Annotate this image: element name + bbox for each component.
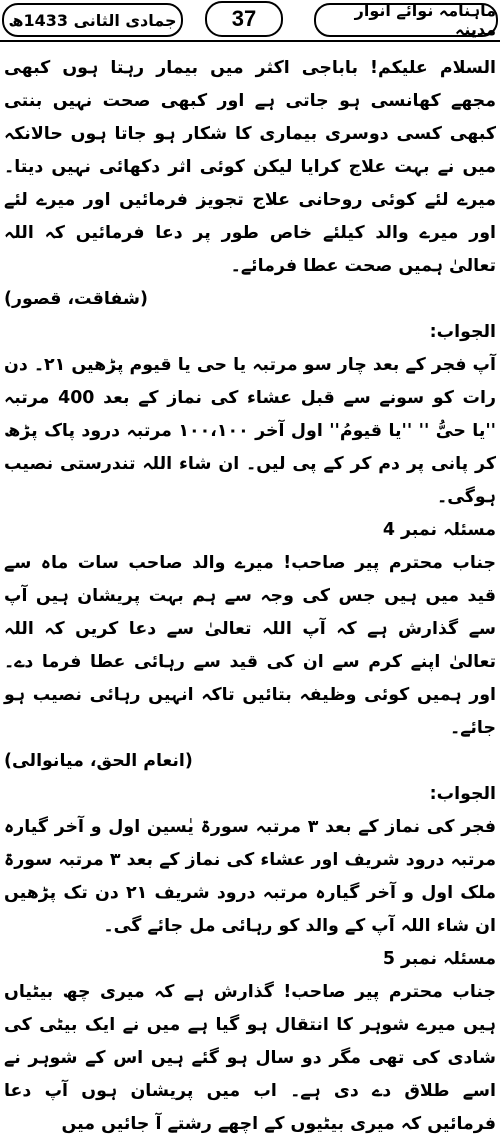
answer-2: فجر کی نماز کے بعد ۳ مرتبہ سورۃ یٰسین اول و آخر گیارہ مرتبہ درود شریف اور عشاء کی نماز کے بعد ۳ مرتبہ سورۃ ملک اول و آخر گیارہ مرتبہ درود شریف ۲۱ دن تک پڑھیں ان شاء اللہ آپ کے والد کو رہائی مل جائے گی۔ — [4, 817, 496, 936]
signature-2: (انعام الحق، میانوالی) — [4, 751, 193, 771]
page-header — [0, 0, 500, 58]
signature-1: (شفاقت، قصور) — [4, 289, 148, 309]
header-divider — [0, 40, 500, 42]
magazine-title: ماہنامہ نوائے انوار مدینہ — [314, 3, 498, 37]
issue-date: جمادی الثانی 1433ھ — [2, 3, 183, 37]
issue-heading-4: مسئلہ نمبر 4 — [382, 520, 496, 540]
question-2: جناب محترم پیر صاحب! میرے والد صاحب سات ماہ سے قید میں ہیں جس کی وجہ سے ہم بہت پریشان ہیں آپ سے گذارش ہے کہ آپ اللہ تعالیٰ سے دعا کریں کہ اللہ تعالیٰ اپنے کرم سے ان کی قید سے رہائی عطا فرما دے۔ اور ہمیں کوئی وظیفہ بتائیں تاکہ انہیں رہائی نصیب ہو جائے۔ — [4, 553, 496, 738]
question-1: السلام علیکم! باباجی اکثر میں بیمار رہتا ہوں کبھی مجھے کھانسی ہو جاتی ہے اور کبھی صحت نہیں بنتی کبھی کسی دوسری بیماری کا شکار ہو جاتا ہوں حالانکہ میں نے بہت علاج کرایا لیکن کوئی اثر دکھائی نہیں دیتا۔ میرے لئے کوئی روحانی علاج تجویز فرمائیں اور میرے لئے اور میرے والد کیلئے خاص طور پر دعا فرمائیں کہ اللہ تعالیٰ ہمیں صحت عطا فرمائے۔ — [4, 58, 496, 276]
article-body — [4, 52, 496, 1141]
answer-label-1: الجواب: — [429, 322, 496, 342]
page-number: 37 — [205, 1, 283, 37]
question-3: جناب محترم پیر صاحب! گذارش ہے کہ میری چھ بیٹیاں ہیں میرے شوہر کا انتقال ہو گیا ہے میں نے ایک بیٹی کی شادی کی تھی مگر دو سال ہو گئے ہیں اس کے شوہر نے اسے طلاق دے دی ہے۔ اب میں پریشان ہوں آپ دعا فرمائیں کہ میری بیٹیوں کے اچھے رشتے آ جائیں میں — [4, 982, 496, 1134]
issue-heading-5: مسئلہ نمبر 5 — [382, 949, 496, 969]
answer-1: آپ فجر کے بعد چار سو مرتبہ یا حی یا قیوم پڑھیں ۲۱۔ دن رات کو سونے سے قبل عشاء کی نماز کے بعد 400 مرتبہ ''یا حیُّ '' ''یا قیومُ'' اول آخر ۱۰۰،۱۰۰ مرتبہ درود پاک پڑھ کر پانی پر دم کر کے پی لیں۔ ان شاء اللہ تندرستی نصیب ہوگی۔ — [4, 355, 497, 507]
answer-label-2: الجواب: — [429, 784, 496, 804]
